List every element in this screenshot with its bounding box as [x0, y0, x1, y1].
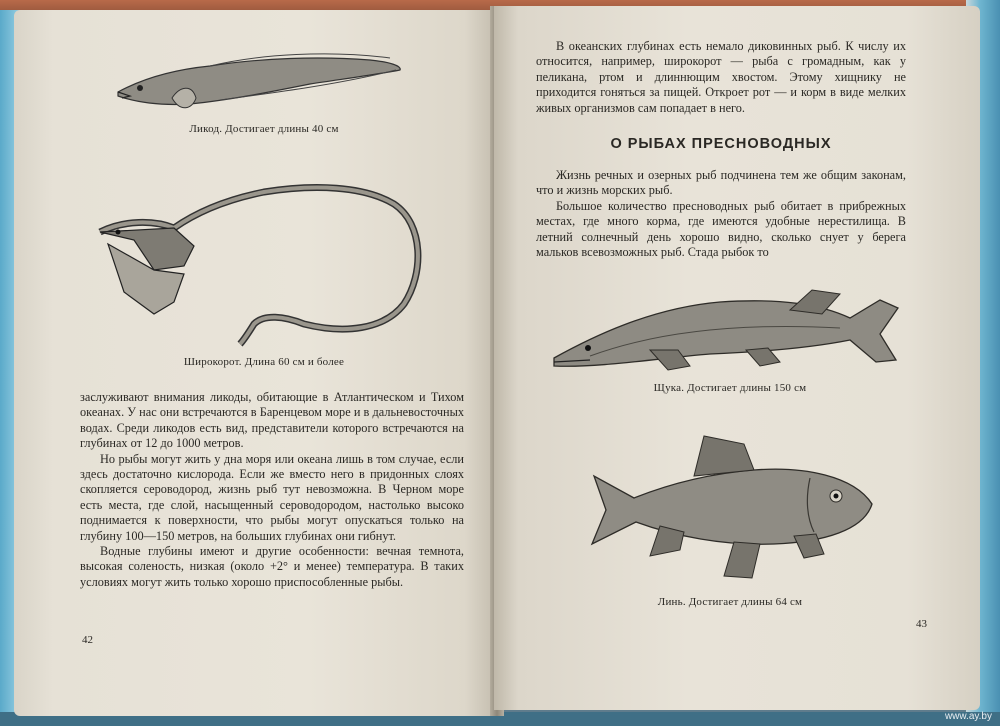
page-number-left: 42	[82, 634, 93, 646]
right-page	[494, 6, 980, 710]
shirokorot-caption: Широкорот. Длина 60 см и более	[183, 356, 345, 368]
left-paragraph: Водные глубины имеют и другие особенности: вечная темнота, высокая соленость, низкая (около +2° и менее) температура. В таких условиях могут жить только хорошо приспособленные рыбы.	[80, 544, 464, 589]
tench-caption: Линь. Достигает длины 64 см	[657, 596, 803, 608]
right-paragraph: Большое количество пресноводных рыб обитает в прибрежных местах, где много корма, где имеются удобные нерестилища. В летний солнечный день хорошо видно, сколько снует у берега мальков всевозможных рыб. Стада рыбок то	[536, 198, 906, 260]
pike-caption: Щука. Достигает длины 150 см	[653, 382, 807, 394]
left-page	[14, 10, 504, 716]
left-paragraph: Но рыбы могут жить у дна моря или океана лишь в том случае, если здесь достаточно кислорода. Если же вместо него в придонных слоях скопляется сероводород, жизнь рыб тут невозможна. В Черном море есть места, где слой, насыщенный сероводородом, настолько высоко поднимается к поверхности, что рыбы могут опускаться только на глубину 100—150 метров, на больших глубинах они гибнут.	[80, 451, 464, 543]
tench-fish-illustration	[584, 426, 884, 586]
left-paragraph: заслуживают внимания ликоды, обитающие в Атлантическом и Тихом океанах. У нас они встречаются в Баренцевом море и в дальневосточных водах. Среди ликодов есть вид, представители которого встречаются на глубинах от 12 до 1000 метров.	[80, 390, 464, 451]
right-body-text	[536, 168, 906, 260]
pike-fish-illustration	[550, 278, 906, 378]
watermark-text: www.ay.by	[944, 711, 992, 722]
section-heading: О РЫБАХ ПРЕСНОВОДНЫХ	[610, 136, 832, 152]
page-number-right: 43	[916, 618, 927, 630]
right-intro-paragraph: В океанских глубинах есть немало диковинных рыб. К числу их относится, например, широкорот — рыба с громадным, как у пеликана, ртом и длиннющим хвостом. Этому хищнику не приходится гоняться за пищей. Откроет рот — и корм в виде мелких живых организмов сам попадает в него.	[536, 39, 906, 115]
left-body-text	[80, 390, 464, 590]
right-intro-text	[536, 39, 906, 116]
shirokorot-fish-illustration	[94, 174, 434, 354]
likod-caption: Ликод. Достигает длины 40 см	[189, 123, 339, 135]
likod-fish-illustration	[110, 40, 410, 116]
right-paragraph: Жизнь речных и озерных рыб подчинена тем же общим законам, что и жизнь морских рыб.	[536, 168, 906, 198]
